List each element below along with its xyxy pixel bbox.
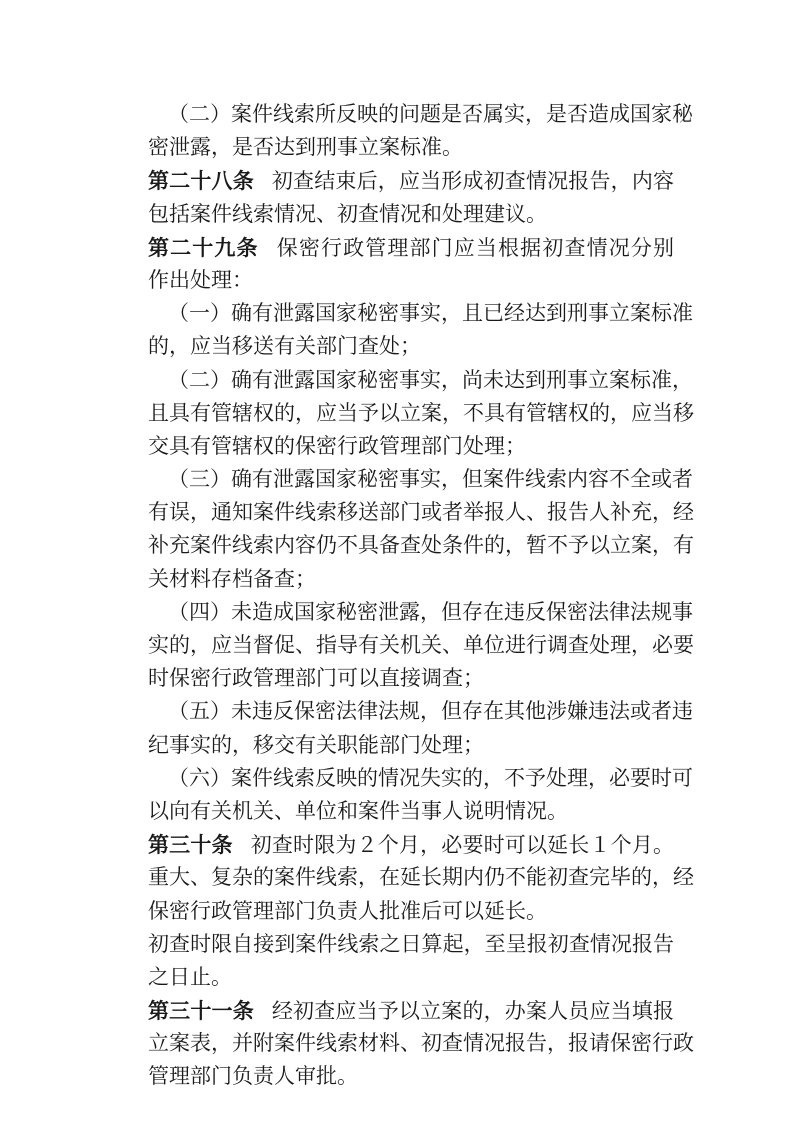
article-heading: 第三十一条 xyxy=(148,998,254,1024)
text-line xyxy=(148,430,674,463)
article-text: （六）案件线索反映的情况失实的，不予处理，必要时可 xyxy=(168,765,693,790)
text-line xyxy=(148,795,674,828)
text-line xyxy=(148,330,674,363)
text-line xyxy=(148,463,693,496)
text-line xyxy=(148,729,674,762)
article-text: （三）确有泄露国家秘密事实，但案件线索内容不全或者 xyxy=(168,467,693,492)
text-line xyxy=(148,131,674,164)
text-line xyxy=(148,895,674,928)
article-text: 包括案件线索情况、初查情况和处理建议。 xyxy=(148,201,547,226)
text-line xyxy=(148,662,674,695)
text-line xyxy=(148,231,674,264)
article-heading: 第二十九条 xyxy=(148,234,259,260)
text-line xyxy=(148,198,674,231)
text-line xyxy=(148,529,694,562)
article-text: 有误，通知案件线索移送部门或者举报人、报告人补充，经 xyxy=(148,500,694,525)
article-heading: 第三十条 xyxy=(148,832,233,858)
article-text: 保密行政管理部门应当根据初查情况分别 xyxy=(276,235,675,260)
article-text: （二）确有泄露国家秘密事实，尚未达到刑事立案标准， xyxy=(168,367,693,392)
text-line xyxy=(148,264,674,297)
article-text: （一）确有泄露国家秘密事实，且已经达到刑事立案标准 xyxy=(168,301,693,326)
text-line xyxy=(148,397,694,430)
article-text: 纪事实的，移交有关职能部门处理； xyxy=(148,732,484,757)
article-text: 经初查应当予以立案的，办案人员应当填报 xyxy=(271,999,675,1024)
article-text: 密泄露，是否达到刑事立案标准。 xyxy=(148,135,463,160)
article-text: 作出处理： xyxy=(148,267,253,292)
article-text: 管理部门负责人审批。 xyxy=(148,1064,358,1089)
article-text: 实的，应当督促、指导有关机关、单位进行调查处理，必要 xyxy=(148,633,694,657)
document-body xyxy=(148,98,694,1094)
article-text: 重大、复杂的案件线索，在延长期内仍不能初查完毕的，经 xyxy=(148,865,694,890)
article-text: 的，应当移送有关部门查处； xyxy=(148,334,421,359)
text-line xyxy=(148,828,674,861)
article-text: （五）未违反保密法律法规，但存在其他涉嫌违法或者违 xyxy=(168,699,693,724)
article-text: 关材料存档备查； xyxy=(148,566,316,591)
article-text: 以向有关机关、单位和案件当事人说明情况。 xyxy=(148,798,568,823)
article-text: （二）案件线索所反映的问题是否属实，是否造成国家秘 xyxy=(168,102,693,126)
text-line xyxy=(148,364,693,397)
article-text: （四）未造成国家秘密泄露，但存在违反保密法律法规事 xyxy=(168,599,693,624)
article-text: 补充案件线索内容仍不具备查处条件的，暂不予以立案，有 xyxy=(148,533,694,558)
text-line xyxy=(148,164,674,197)
text-line xyxy=(148,629,694,662)
text-line xyxy=(148,928,674,961)
article-text: 交具有管辖权的保密行政管理部门处理； xyxy=(148,433,526,458)
article-heading: 第二十八条 xyxy=(148,168,254,194)
text-line xyxy=(148,1060,674,1093)
text-line xyxy=(148,496,694,529)
text-line xyxy=(148,961,674,994)
article-text: 立案表，并附案件线索材料、初查情况报告，报请保密行政 xyxy=(148,1031,694,1056)
text-line xyxy=(148,994,674,1027)
text-line xyxy=(148,563,674,596)
text-line xyxy=(148,98,693,131)
text-line xyxy=(148,861,694,894)
article-text: 之日止。 xyxy=(148,964,232,989)
article-text: 初查时限自接到案件线索之日算起，至呈报初查情况报告 xyxy=(148,931,674,956)
text-line xyxy=(148,297,693,330)
article-text: 初查时限为２个月，必要时可以延长１个月。 xyxy=(250,833,675,858)
article-text: 时保密行政管理部门可以直接调查； xyxy=(148,666,484,691)
article-text: 且具有管辖权的，应当予以立案，不具有管辖权的，应当移 xyxy=(148,400,694,425)
text-line xyxy=(148,695,693,728)
text-line xyxy=(148,762,693,795)
text-line xyxy=(148,596,693,629)
article-text: 保密行政管理部门负责人批准后可以延长。 xyxy=(148,898,547,923)
article-text: 初查结束后，应当形成初查情况报告，内容 xyxy=(271,169,675,194)
text-line xyxy=(148,1027,694,1060)
